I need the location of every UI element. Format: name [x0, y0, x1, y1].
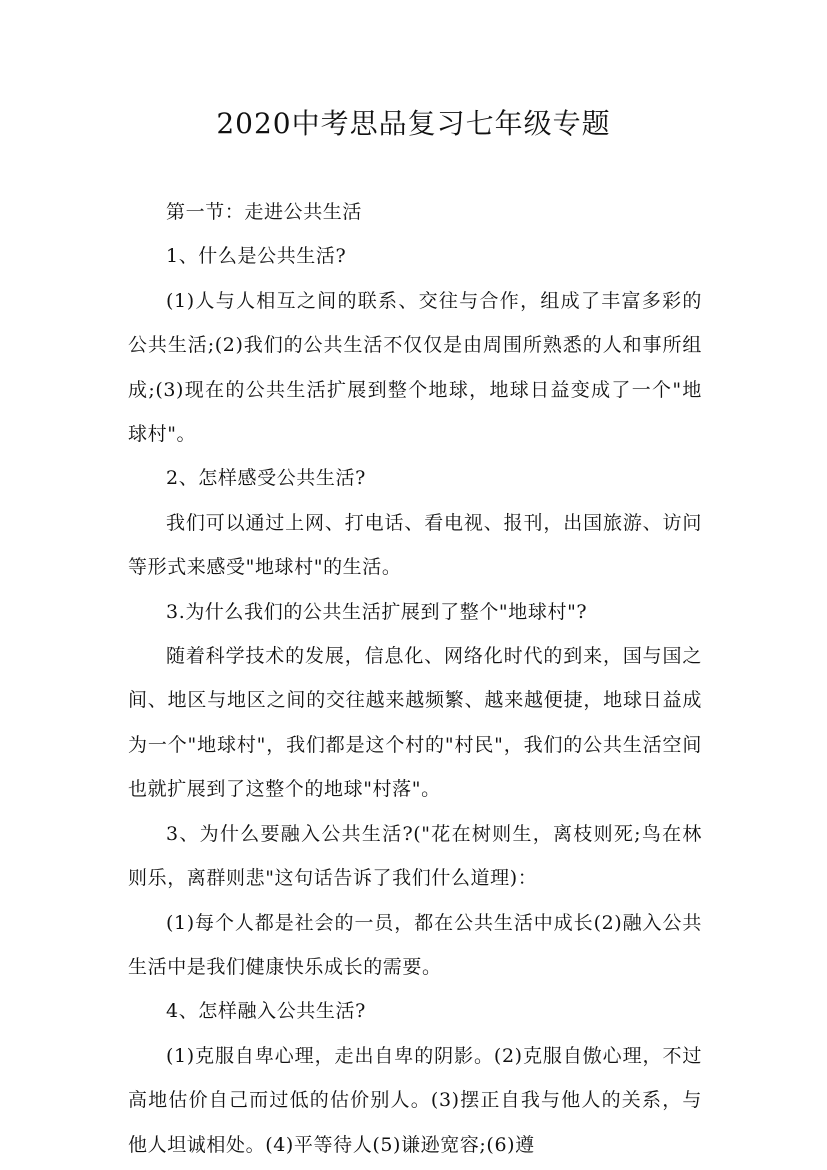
document-body	[128, 190, 702, 1167]
question-heading: 3、为什么要融入公共生活?("花在树则生，离枝则死;鸟在林则乐，离群则悲"这句话告诉了我们什么道理)：	[128, 822, 702, 890]
question-heading: 3.为什么我们的公共生活扩展到了整个"地球村"?	[166, 600, 588, 623]
answer-paragraph: 我们可以通过上网、打电话、看电视、报刊，出国旅游、访问等形式来感受"地球村"的生活。	[128, 511, 702, 579]
document-title: 2020中考思品复习七年级专题	[216, 107, 611, 140]
answer-paragraph: (1)每个人都是社会的一员，都在公共生活中成长(2)融入公共生活中是我们健康快乐成长的需要。	[128, 911, 702, 978]
answer-paragraph: 随着科学技术的发展，信息化、网络化时代的到来，国与国之间、地区与地区之间的交往越来越频繁、越来越便捷，地球日益成为一个"地球村"，我们都是这个村的"村民"，我们的公共生活空间也就扩展到了这整个的地球"村落"。	[128, 645, 702, 801]
question-heading: 4、怎样融入公共生活?	[166, 1000, 366, 1023]
question-heading: 1、什么是公共生活?	[166, 245, 347, 268]
question-heading: 2、怎样感受公共生活?	[166, 467, 366, 490]
answer-paragraph: (1)克服自卑心理，走出自卑的阴影。(2)克服自傲心理，不过高地估价自己而过低的估价别人。(3)摆正自我与他人的关系，与他人坦诚相处。(4)平等待人(5)谦逊宽容;(6)遵	[128, 1044, 702, 1156]
section-heading: 第一节：走进公共生活	[166, 201, 363, 223]
answer-paragraph: (1)人与人相互之间的联系、交往与合作，组成了丰富多彩的公共生活;(2)我们的公共生活不仅仅是由周围所熟悉的人和事所组成;(3)现在的公共生活扩展到整个地球，地球日益变成了一个"地球村"。	[128, 289, 702, 446]
